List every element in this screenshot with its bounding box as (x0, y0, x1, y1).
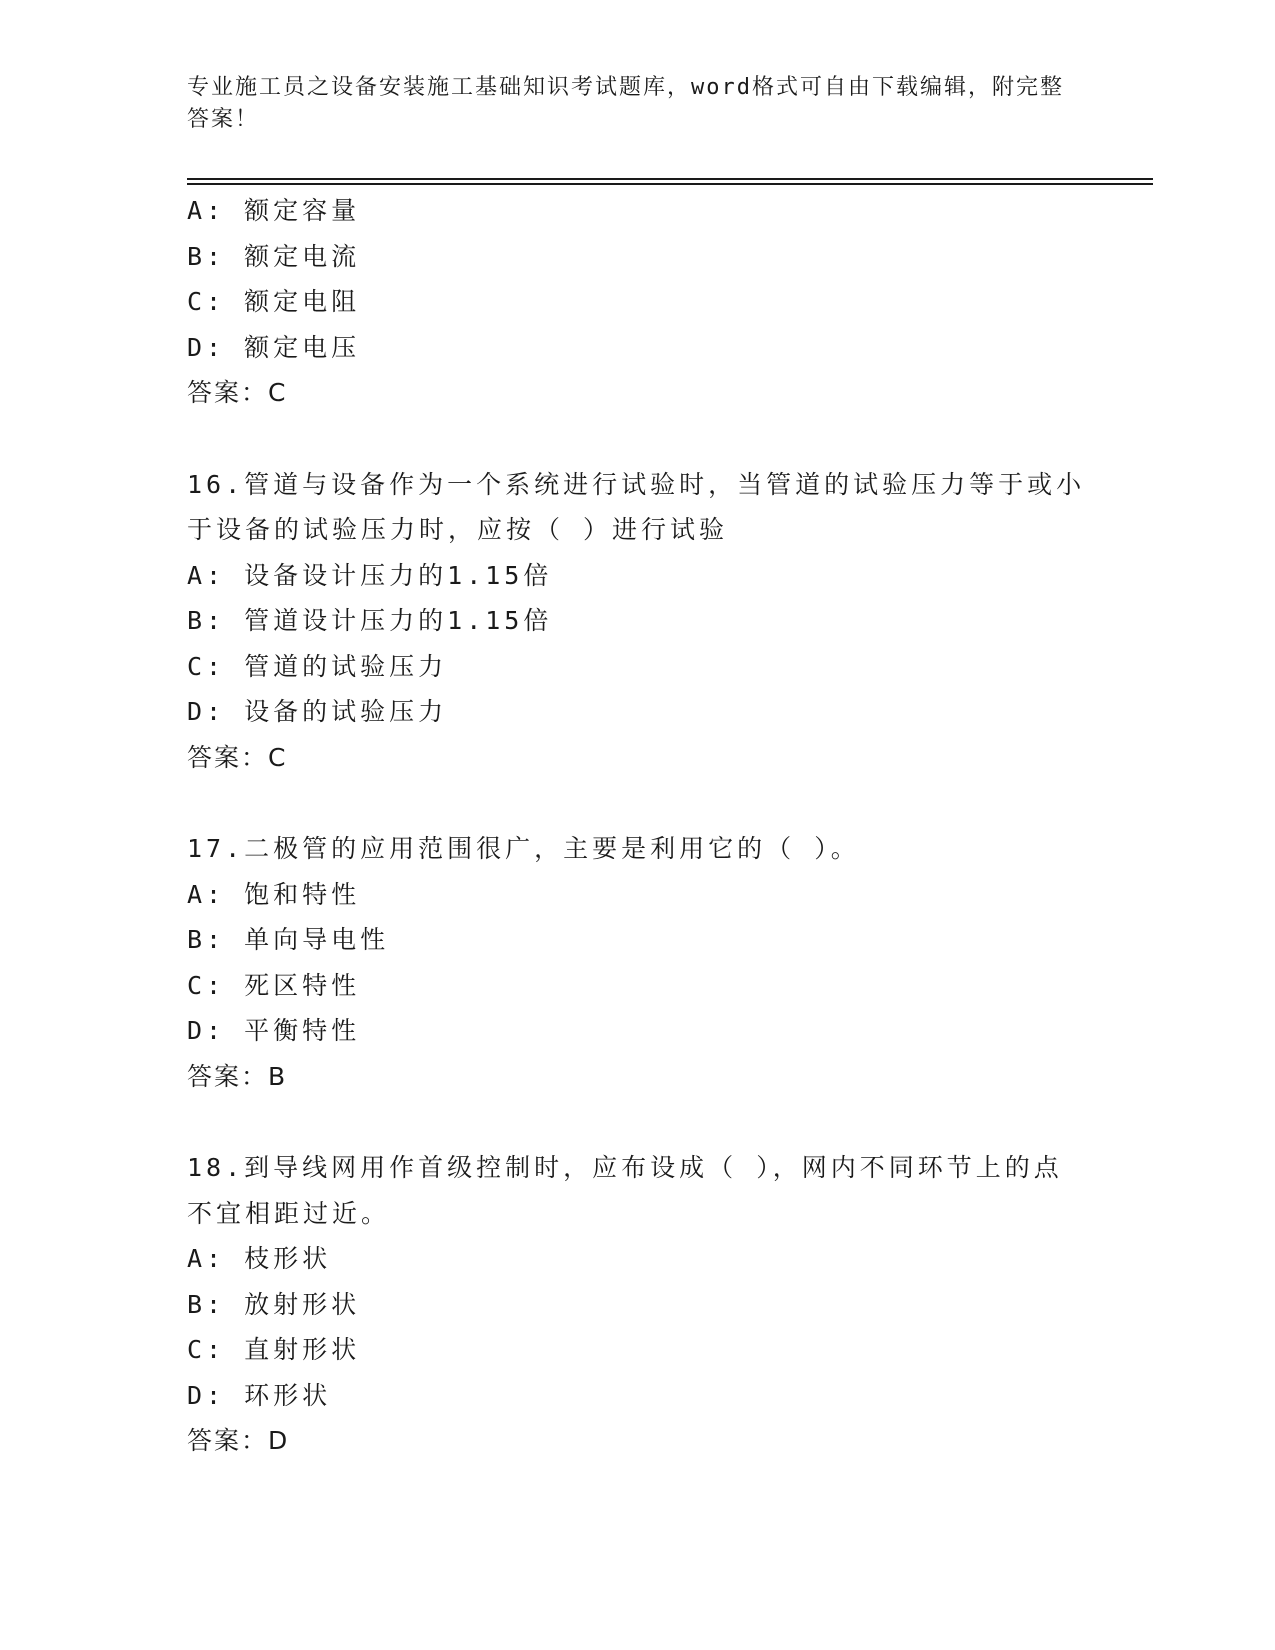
option-b: B: 放射形状 (187, 1289, 361, 1319)
header-rule-top (187, 178, 1153, 180)
question-text: 18.到导线网用作首级控制时，应布设成（ ），网内不同环节上的点不宜相距过近。 (187, 1153, 1063, 1228)
option-d: D: 环形状 (187, 1380, 332, 1410)
header-rule-bottom (187, 183, 1153, 185)
option-d: D: 额定电压 (187, 332, 361, 362)
option-c: C: 管道的试验压力 (187, 651, 448, 681)
answer-line: 答案：B (187, 1061, 288, 1091)
answer-line: 答案：C (187, 742, 288, 772)
option-c: C: 死区特性 (187, 970, 361, 1000)
option-d: D: 设备的试验压力 (187, 697, 448, 726)
question-16-block (187, 462, 1087, 781)
option-a: A: 枝形状 (187, 1244, 332, 1273)
question-text: 16.管道与设备作为一个系统进行试验时，当管道的试验压力等于或小于设备的试验压力时，应按（ ）进行试验 (187, 469, 1086, 544)
question-content (187, 188, 1087, 1464)
option-a: A: 饱和特性 (187, 879, 361, 909)
question-17-block (187, 826, 1087, 1099)
question-15-block (187, 188, 1087, 416)
option-b: B: 额定电流 (187, 241, 361, 271)
option-c: C: 直射形状 (187, 1335, 361, 1364)
question-text: 17.二极管的应用范围很广，主要是利用它的（ ）。 (187, 834, 860, 863)
question-18-block (187, 1145, 1087, 1464)
option-b: B: 单向导电性 (187, 925, 390, 954)
option-a: A: 额定容量 (187, 196, 361, 225)
answer-line: 答案：C (187, 378, 288, 407)
answer-line: 答案：D (187, 1426, 290, 1455)
option-a: A: 设备设计压力的1.15倍 (187, 560, 553, 590)
option-c: C: 额定电阻 (187, 287, 361, 316)
option-d: D: 平衡特性 (187, 1016, 361, 1045)
document-header: 专业施工员之设备安装施工基础知识考试题库，word格式可自由下载编辑，附完整答案！ (187, 75, 1064, 132)
option-b: B: 管道设计压力的1.15倍 (187, 606, 553, 635)
